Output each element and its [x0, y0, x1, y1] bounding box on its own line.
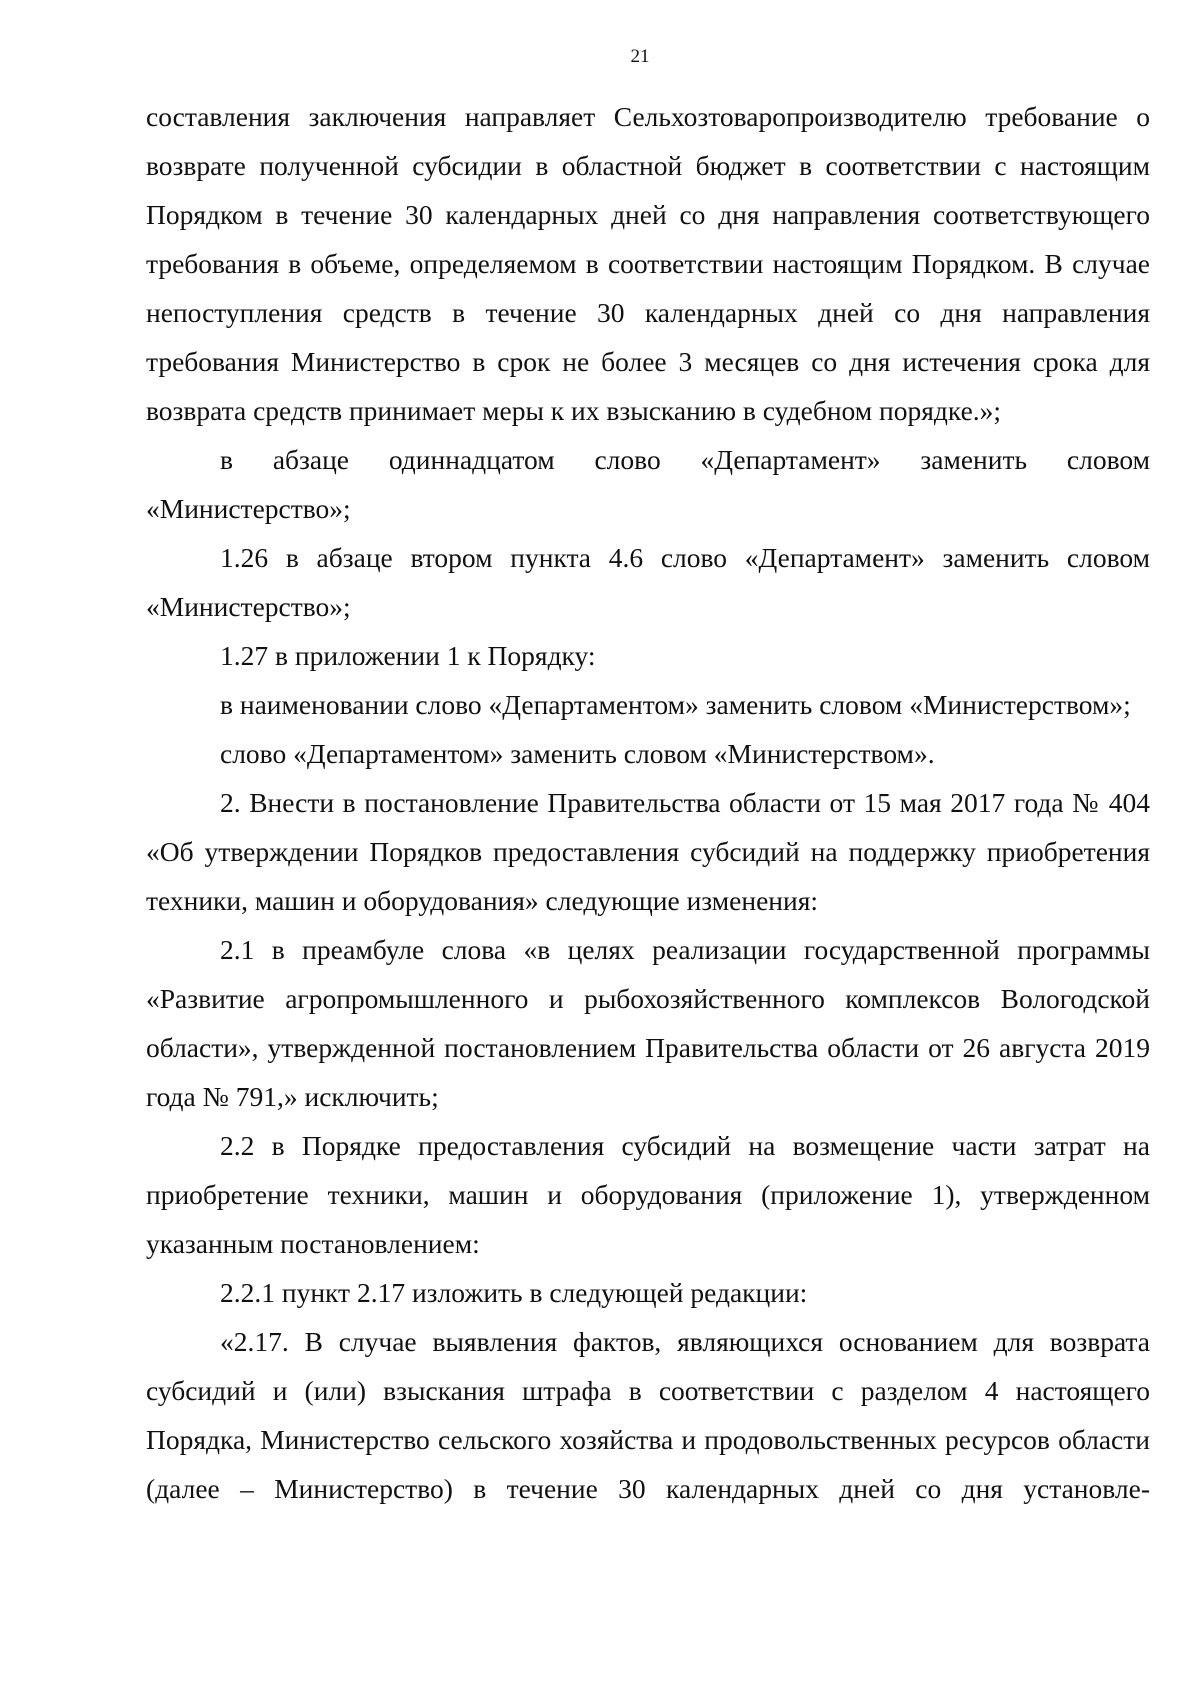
paragraph-2-17: «2.17. В случае выявления фактов, являющихся основанием для возврата субсидий и (или) взыскания штрафа в соответствии с разделом 4 настоящего Порядка, Министерство сельского хозяйства и продовольственных ресурсов области (далее – Министерство) в течение 30 календарных дней со дня установле- — [146, 1326, 1150, 1504]
paragraph-2: 2. Внести в постановление Правительства области от 15 мая 2017 года № 404 «Об утверждении Порядков предоставления субсидий на поддержку приобретения техники, машин и оборудования» следующие изменения: — [146, 787, 1150, 916]
paragraph-2-1: 2.1 в преамбуле слова «в целях реализации государственной программы «Развитие агропромышленного и рыбохозяйственного комплексов Вологодской области», утвержденной постановлением Правительства области от 26 августа 2019 года № 791,» исключить; — [146, 934, 1150, 1112]
paragraph-word-replace: слово «Департаментом» заменить словом «Министерством». — [220, 738, 935, 769]
paragraph-1-26: 1.26 в абзаце втором пункта 4.6 слово «Департамент» заменить словом «Министерство»; — [146, 542, 1150, 622]
paragraph-naming: в наименовании слово «Департаментом» заменить словом «Министерством»; — [220, 689, 1131, 720]
paragraph-2-2-1: 2.2.1 пункт 2.17 изложить в следующей редакции: — [220, 1277, 808, 1308]
document-body — [146, 92, 1150, 1513]
page-number: 21 — [630, 46, 650, 67]
paragraph-1-27: 1.27 в приложении 1 к Порядку: — [220, 640, 596, 671]
paragraph-continuation: составления заключения направляет Сельхозтоваропроизводителю требование о возврате полученной субсидии в областной бюджет в соответствии с настоящим Порядком в течение 30 календарных дней со дня направления соответствующего требования в объеме, определяемом в соответствии настоящим Порядком. В случае непоступления средств в течение 30 календарных дней со дня направления требования Министерство в срок не более 3 месяцев со дня истечения срока для возврата средств принимает меры к их взысканию в судебном порядке.»; — [146, 101, 1150, 426]
paragraph-eleventh-abzac: в абзаце одиннадцатом слово «Департамент» заменить словом «Министерство»; — [146, 444, 1150, 524]
paragraph-2-2: 2.2 в Порядке предоставления субсидий на возмещение части затрат на приобретение техники, машин и оборудования (приложение 1), утвержденном указанным постановлением: — [146, 1130, 1150, 1259]
